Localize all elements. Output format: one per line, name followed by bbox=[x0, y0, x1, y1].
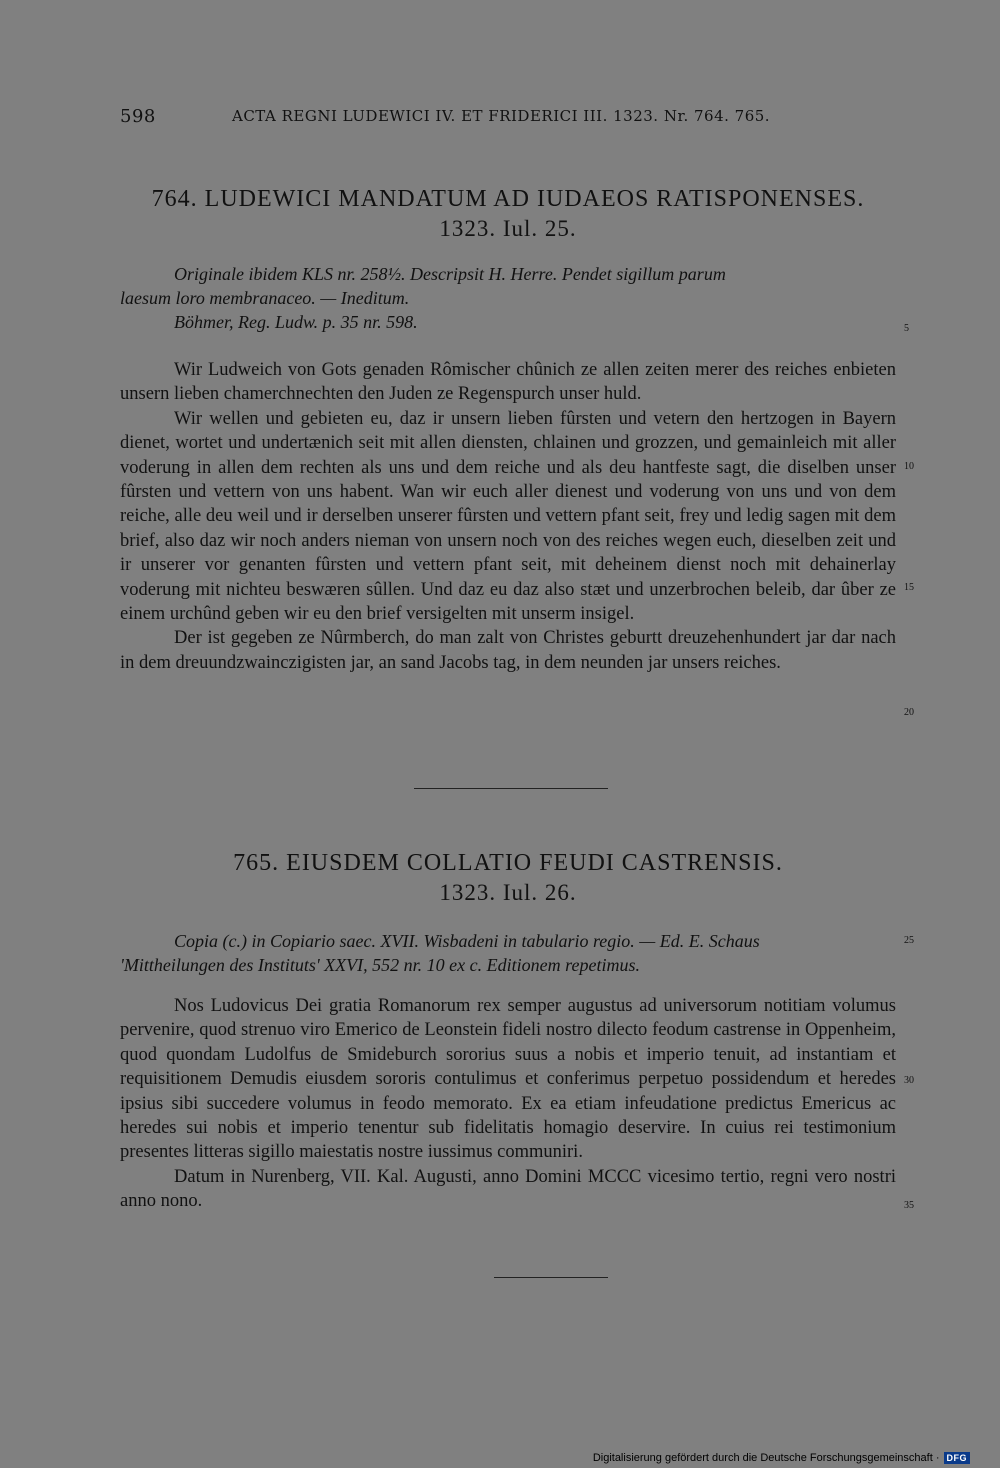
dfg-logo: DFG bbox=[944, 1452, 971, 1464]
margin-line-number: 20 bbox=[904, 707, 914, 718]
note-line: Originale ibidem KLS nr. 258½. Descripsit H. Herre. Pendet sigillum parum bbox=[174, 264, 726, 284]
section-divider bbox=[494, 1277, 608, 1278]
running-header bbox=[120, 104, 880, 132]
margin-line-number: 35 bbox=[904, 1200, 914, 1211]
paragraph: Wir Ludweich von Gots genaden Rômischer chûnich ze allen zeiten merer des reiches enbieten unsern lieben chamerchnechten den Juden ze Regenspurch unser huld. bbox=[120, 360, 896, 405]
margin-line-number: 25 bbox=[904, 935, 914, 946]
doc-764-date: 1323. Iul. 25. bbox=[439, 216, 577, 241]
margin-line-number: 15 bbox=[904, 582, 914, 593]
note-line: laesum loro membranaceo. — Ineditum. bbox=[120, 288, 410, 308]
paragraph: Datum in Nurenberg, VII. Kal. Augusti, anno Domini MCCC vicesimo tertio, regni vero nostri anno nono. bbox=[120, 1166, 896, 1212]
paragraph: Wir wellen und gebieten eu, daz ir unsern lieben fûrsten und vetern den hertzogen in Bayern dienet, wortet und undertænich seit mit allen diensten, chlainen und grozzen, und gemainleich mit aller voderung in allen dem rechten als uns und dem reiche und als deu hantfeste sagt, die diselben unser fûrsten und vettern von uns habent. Wan wir euch aller dienest und voderung von uns und von dem reiche, alle deu weil und ir derselben unserer fûrsten und vettern pfant seit, frey und ledig sagen mit dem brief, also daz wir noch anders nieman von unsern noch von des reiches wegen euch, dieselben zeit und ir unserer vor genanten fûrsten und vettern pfant seit, mit deheinem dienst noch mit dehainerlay voderung mit nichteu beswæren sûllen. Und daz eu daz also stæt und unzerbrochen beleib, dar ûber ze einem urchûnd geben wir eu den brief versigelten mit unserm insigel. bbox=[120, 408, 896, 625]
doc-765-note bbox=[120, 929, 896, 977]
doc-764-title: 764. LUDEWICI MANDATUM AD IUDAEOS RATISPONENSES. bbox=[151, 186, 865, 212]
digitization-footer bbox=[593, 1450, 970, 1466]
paragraph: Nos Ludovicus Dei gratia Romanorum rex semper augustus ad universorum notitiam volumus pervenire, quod strenuo viro Emerico de Leonstein fideli nostro dilecto feodum castrense in Oppenheim, quod quondam Ludolfus de Smideburch sororius suus a nobis et imperio tenuit, ad instantiam et requisitionem Demudis eiusdem sororis contulimus et conferimus perpetuo possidendum et heredes ipsius sibi succedere volumus in feodo memorato. Ex ea etiam infeudatione predictus Emericus ac heredes sui nobis et imperio tenentur sub fidelitatis homagio deservire. In cuius rei testimonium presentes litteras sigillo maiestatis nostre iussimus communiri. bbox=[120, 996, 896, 1163]
doc-765-title: 765. EIUSDEM COLLATIO FEUDI CASTRENSIS. bbox=[233, 850, 783, 876]
doc-764-body bbox=[120, 358, 896, 675]
margin-line-number: 5 bbox=[904, 323, 909, 334]
doc-765-body bbox=[120, 994, 896, 1214]
section-divider bbox=[414, 788, 608, 789]
doc-765-date: 1323. Iul. 26. bbox=[439, 880, 577, 905]
running-title: ACTA REGNI LUDEWICI IV. ET FRIDERICI III. 1323. Nr. 764. 765. bbox=[232, 107, 771, 125]
footer-text: Digitalisierung gefördert durch die Deutsche Forschungsgemeinschaft · bbox=[592, 1452, 940, 1464]
doc-764-note bbox=[120, 262, 896, 334]
page-number: 598 bbox=[120, 106, 156, 127]
note-line: Böhmer, Reg. Ludw. p. 35 nr. 598. bbox=[174, 312, 418, 332]
note-line: 'Mittheilungen des Instituts' XXVI, 552 nr. 10 ex c. Editionem repetimus. bbox=[120, 955, 640, 975]
margin-line-number: 10 bbox=[904, 461, 914, 472]
paragraph: Der ist gegeben ze Nûrmberch, do man zalt von Christes geburtt dreuzehenhundert jar dar nach in dem dreuundzwainczigisten jar, an sand Jacobs tag, in dem neunden jar unsers reiches. bbox=[120, 628, 896, 673]
margin-line-number: 30 bbox=[904, 1075, 914, 1086]
note-line: Copia (c.) in Copiario saec. XVII. Wisbadeni in tabulario regio. — Ed. E. Schaus bbox=[174, 931, 760, 951]
